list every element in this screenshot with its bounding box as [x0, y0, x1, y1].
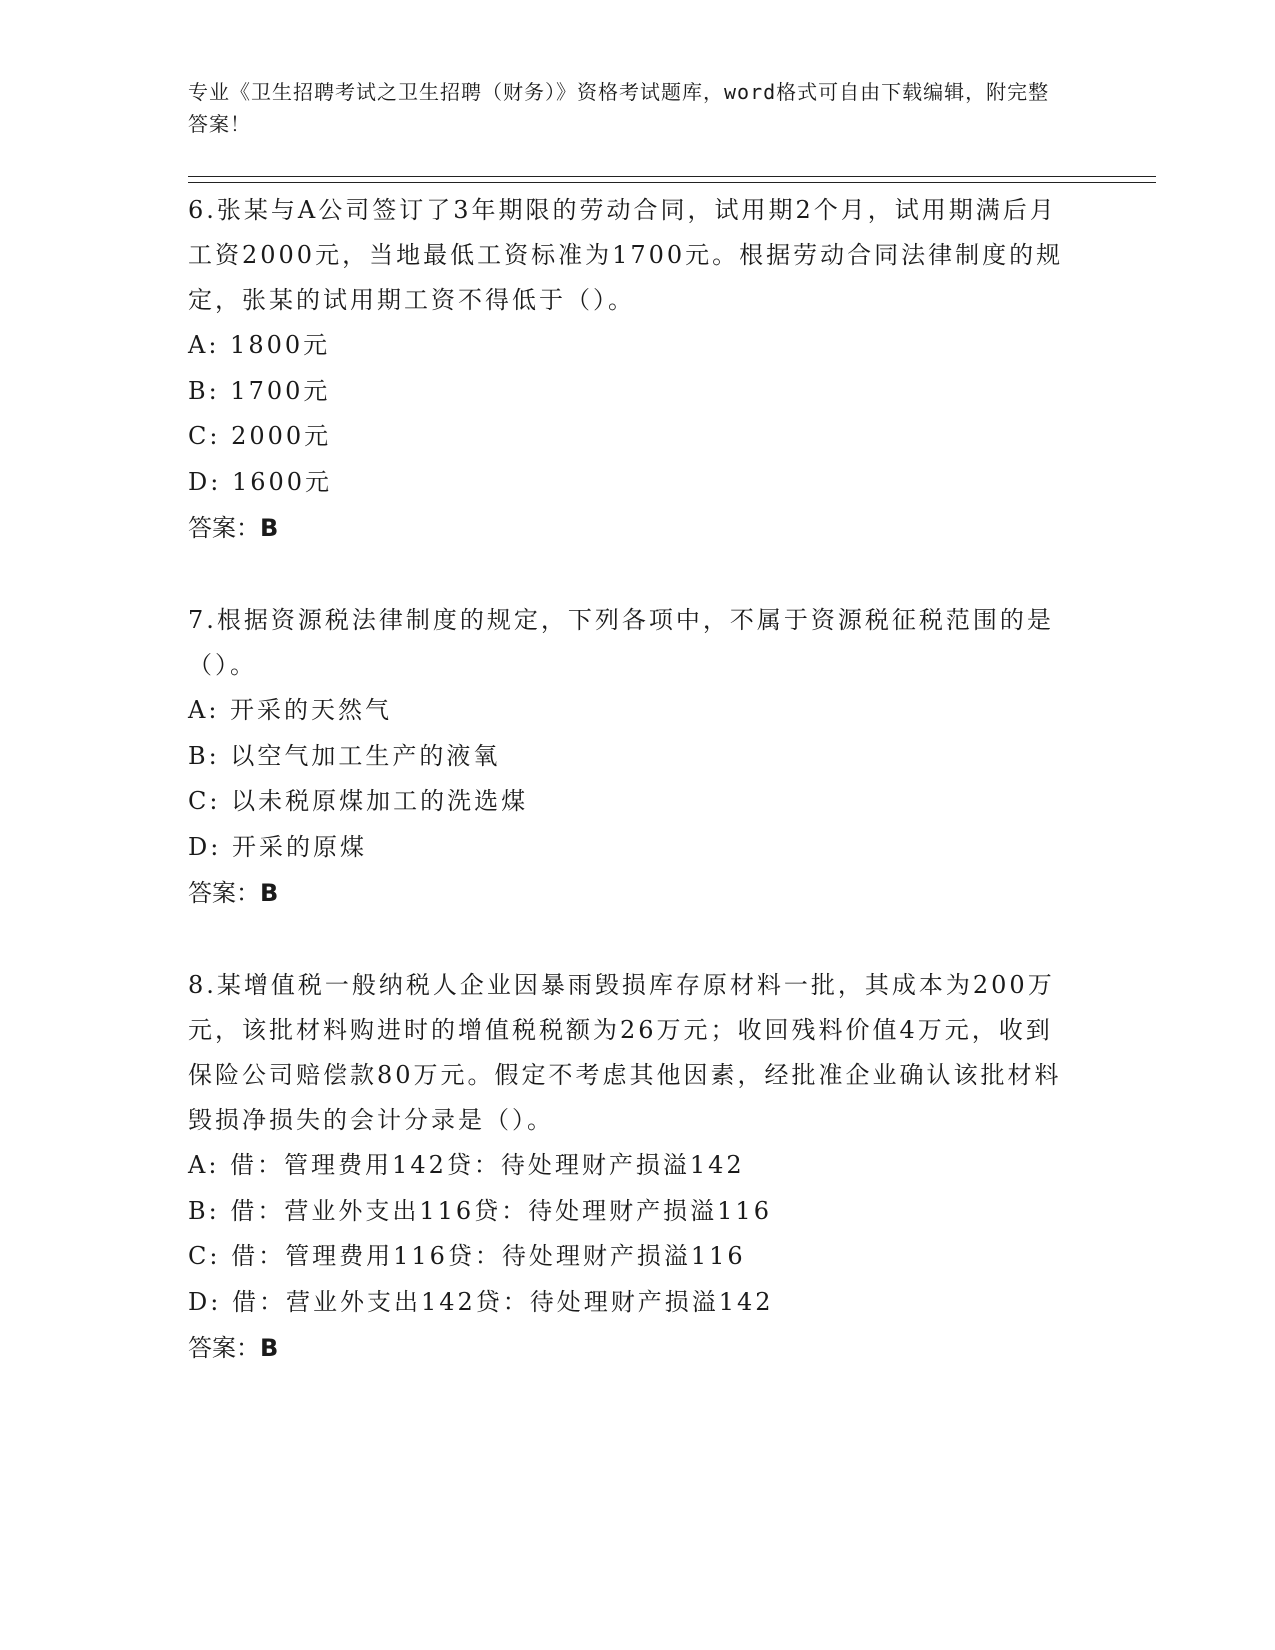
option-d: D: 1600元 [188, 467, 333, 496]
option-d: D: 开采的原煤 [188, 832, 367, 861]
header-divider-bottom [188, 182, 1156, 183]
answer-key: B [260, 879, 279, 907]
question-stem: 8.某增值税一般纳税人企业因暴雨毁损库存原材料一批，其成本为200万元，该批材料购进时的增值税税额为26万元；收回残料价值4万元，收到保险公司赔偿款80万元。假定不考虑其他因素，经批准企业确认该批材料毁损净损失的会计分录是（）。 [188, 971, 1062, 1134]
answer-line [188, 1325, 1078, 1371]
answer-label: 答案： [188, 1334, 260, 1362]
option-a: A: 借：管理费用142贷：待处理财产损溢142 [188, 1151, 745, 1179]
question-8 [188, 963, 1078, 1371]
option-c: C: 2000元 [188, 422, 332, 450]
option-a: A: 开采的天然气 [188, 696, 393, 724]
answer-label: 答案： [188, 514, 260, 542]
option-d: D: 借：营业外支出142贷：待处理财产损溢142 [188, 1287, 774, 1316]
question-stem: 6.张某与A公司签订了3年期限的劳动合同，试用期2个月，试用期满后月工资2000元，当地最低工资标准为1700元。根据劳动合同法律制度的规定，张某的试用期工资不得低于（）。 [188, 196, 1064, 314]
answer-line [188, 870, 1078, 916]
option-b: B: 1700元 [188, 376, 331, 405]
question-6 [188, 188, 1078, 551]
option-a: A: 1800元 [188, 331, 331, 359]
header-divider-top [188, 176, 1156, 177]
option-c: C: 借：管理费用116贷：待处理财产损溢116 [188, 1242, 746, 1270]
option-b: B: 借：营业外支出116贷：待处理财产损溢116 [188, 1196, 772, 1225]
answer-label: 答案： [188, 879, 260, 907]
answer-line [188, 505, 1078, 551]
question-7 [188, 598, 1078, 916]
option-c: C: 以未税原煤加工的洗选煤 [188, 787, 529, 815]
document-header: 专业《卫生招聘考试之卫生招聘（财务）》资格考试题库，word格式可自由下载编辑，附完整答案！ [188, 80, 1050, 136]
answer-key: B [260, 514, 279, 542]
option-b: B: 以空气加工生产的液氧 [188, 741, 501, 770]
question-stem: 7.根据资源税法律制度的规定，下列各项中，不属于资源税征税范围的是（）。 [188, 606, 1054, 679]
answer-key: B [260, 1334, 279, 1362]
